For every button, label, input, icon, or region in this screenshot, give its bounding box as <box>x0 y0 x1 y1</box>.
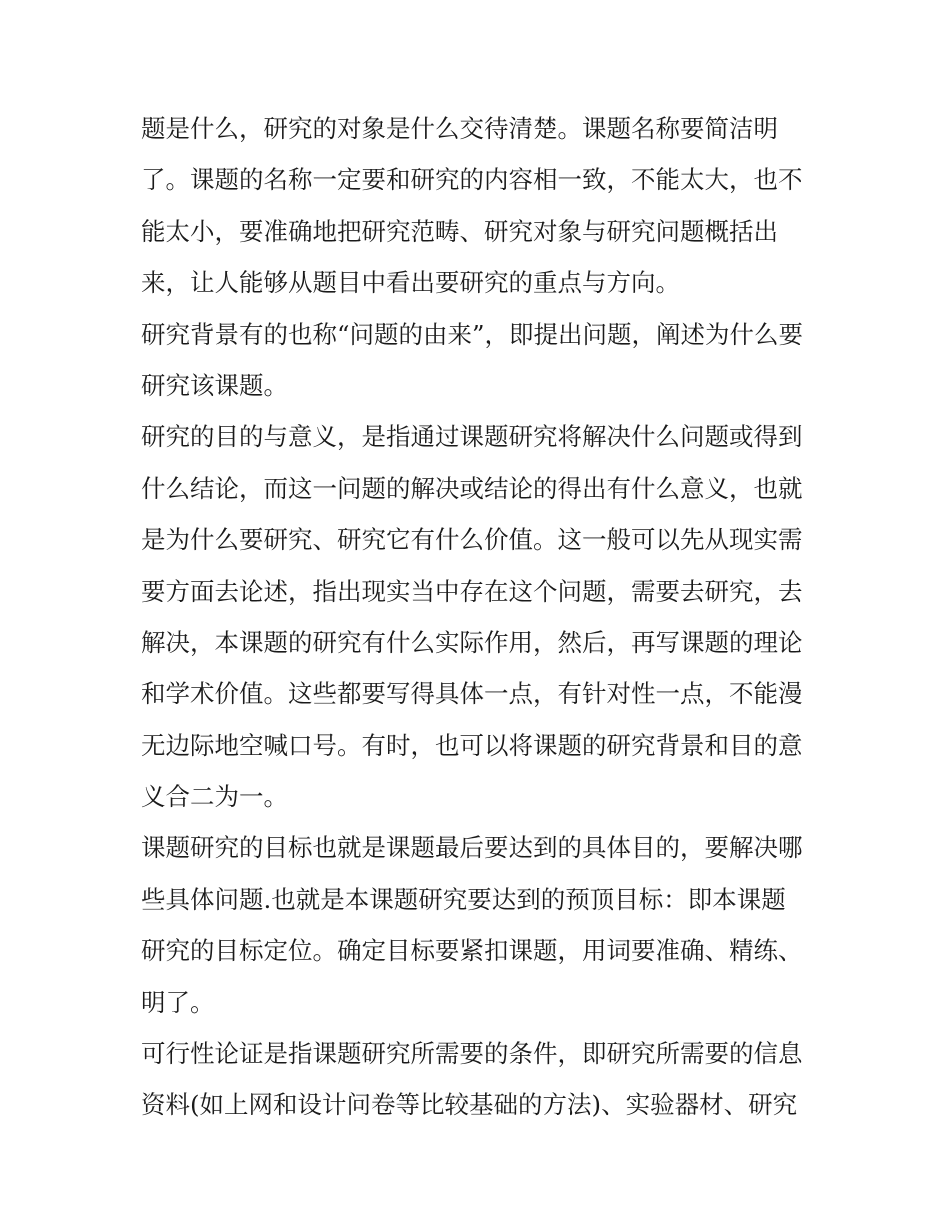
text-line: 研究背景有的也称“问题的由来”，即提出问题，阐述为什么要 <box>141 319 804 349</box>
text-line: 些具体问题.也就是本课题研究要达到的预顶目标：即本课题 <box>141 884 786 914</box>
text-line: 解决，本课题的研究有什么实际作用，然后，再写课题的理论 <box>141 627 803 657</box>
document-body <box>141 103 821 1131</box>
text-line: 明了。 <box>141 987 215 1017</box>
text-line: 来，让人能够从题目中看出要研究的重点与方向。 <box>141 268 680 298</box>
text-line: 无边际地空喊口号。有时，也可以将课题的研究背景和目的意 <box>141 730 803 760</box>
text-line: 了。课题的名称一定要和研究的内容相一致，不能太大，也不 <box>141 165 803 195</box>
text-line: 能太小，要准确地把研究范畴、研究对象与研究问题概括出 <box>141 216 778 246</box>
text-line: 什么结论，而这一问题的解决或结论的得出有什么意义，也就 <box>141 473 803 503</box>
text-line: 可行性论证是指课题研究所需要的条件，即研究所需要的信息 <box>141 1039 803 1069</box>
text-line: 研究的目标定位。确定目标要紧扣课题，用词要准确、精练、 <box>141 936 803 966</box>
text-line: 研究的目的与意义，是指通过课题研究将解决什么问题或得到 <box>141 422 803 452</box>
text-line: 资料(如上网和设计问卷等比较基础的方法)、实验器材、研究 <box>141 1090 798 1120</box>
text-line: 和学术价值。这些都要写得具体一点，有针对性一点，不能漫 <box>141 679 803 709</box>
text-line: 是为什么要研究、研究它有什么价值。这一般可以先从现实需 <box>141 525 803 555</box>
text-line: 要方面去论述，指出现实当中存在这个问题，需要去研究，去 <box>141 576 803 606</box>
text-line: 课题研究的目标也就是课题最后要达到的具体目的，要解决哪 <box>141 833 803 863</box>
text-line: 义合二为一。 <box>141 782 288 812</box>
text-line: 题是什么，研究的对象是什么交待清楚。课题名称要简洁明 <box>141 114 778 143</box>
text-line: 研究该课题。 <box>141 370 288 400</box>
